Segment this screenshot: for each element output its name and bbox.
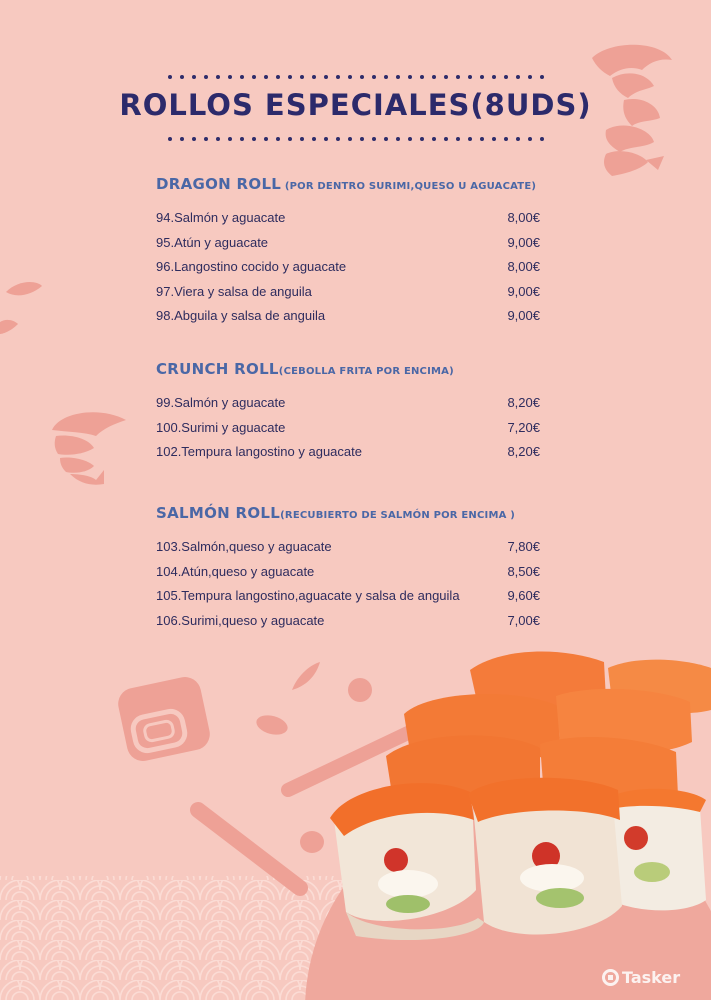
item-list bbox=[156, 395, 544, 469]
item-price: 8,20€ bbox=[507, 395, 540, 410]
item-name: 94.Salmón y aguacate bbox=[156, 210, 286, 225]
item-price: 9,60€ bbox=[507, 588, 540, 603]
item-price: 9,00€ bbox=[507, 308, 540, 323]
tasker-logo-icon bbox=[602, 969, 619, 986]
section-heading bbox=[156, 174, 544, 193]
item-name: 100.Surimi y aguacate bbox=[156, 419, 286, 435]
menu-item bbox=[156, 539, 544, 564]
leaf-shape bbox=[6, 282, 42, 295]
menu-item bbox=[156, 613, 544, 638]
item-price: 9,00€ bbox=[507, 234, 540, 250]
shrimp-icon bbox=[52, 412, 126, 484]
leaf-shape bbox=[292, 662, 320, 690]
dot-shape bbox=[254, 712, 290, 738]
sushi-roll-icon bbox=[115, 674, 213, 764]
dot-shape bbox=[348, 678, 372, 702]
dotted-divider-top bbox=[168, 74, 544, 80]
section-note: (CEBOLLA FRITA POR ENCIMA) bbox=[278, 366, 454, 377]
item-name: 96.Langostino cocido y aguacate bbox=[156, 259, 347, 274]
menu-item bbox=[156, 564, 544, 589]
item-price: 8,50€ bbox=[507, 563, 540, 579]
dotted-divider-bottom bbox=[168, 136, 544, 142]
menu-item bbox=[156, 588, 544, 613]
menu-item bbox=[156, 444, 544, 469]
item-name: 99.Salmón y aguacate bbox=[156, 395, 286, 410]
menu-item bbox=[156, 284, 544, 309]
item-price: 7,00€ bbox=[507, 612, 540, 628]
item-name: 98.Abguila y salsa de anguila bbox=[156, 308, 326, 323]
menu-item bbox=[156, 395, 544, 420]
section-heading bbox=[156, 359, 544, 378]
item-name: 104.Atún,queso y aguacate bbox=[156, 563, 315, 579]
item-price: 8,00€ bbox=[507, 259, 540, 274]
menu-title: ROLLOS ESPECIALES(8UDS) bbox=[119, 88, 592, 122]
section-crunch-roll bbox=[156, 359, 544, 469]
item-name: 97.Viera y salsa de anguila bbox=[156, 283, 312, 299]
leaf-shape bbox=[0, 320, 18, 334]
item-price: 9,00€ bbox=[507, 283, 540, 299]
dot-shape bbox=[300, 831, 324, 853]
section-note: (POR DENTRO SURIMI,QUESO U AGUACATE) bbox=[281, 181, 537, 192]
menu-item bbox=[156, 420, 544, 445]
item-name: 103.Salmón,queso y aguacate bbox=[156, 539, 332, 554]
item-list bbox=[156, 539, 544, 637]
sushi-photo bbox=[330, 652, 711, 941]
section-name: SALMÓN ROLL bbox=[156, 504, 281, 522]
menu-item bbox=[156, 235, 544, 260]
section-name: CRUNCH ROLL bbox=[156, 360, 279, 378]
section-heading bbox=[156, 503, 544, 522]
section-name: DRAGON ROLL bbox=[156, 175, 282, 193]
section-dragon-roll bbox=[156, 174, 544, 333]
item-price: 8,00€ bbox=[507, 210, 540, 225]
watermark-text: Tasker bbox=[622, 968, 681, 987]
item-price: 8,20€ bbox=[507, 444, 540, 459]
menu-item bbox=[156, 308, 544, 333]
item-name: 106.Surimi,queso y aguacate bbox=[156, 612, 325, 628]
section-salmon-roll bbox=[156, 503, 544, 637]
item-price: 7,80€ bbox=[507, 539, 540, 554]
watermark-logo bbox=[602, 968, 680, 987]
menu-item bbox=[156, 259, 544, 284]
item-list bbox=[156, 210, 544, 333]
item-name: 95.Atún y aguacate bbox=[156, 234, 269, 250]
section-note: (RECUBIERTO DE SALMÓN POR ENCIMA ) bbox=[280, 510, 515, 521]
item-price: 7,20€ bbox=[507, 419, 540, 435]
item-name: 105.Tempura langostino,aguacate y salsa de anguila bbox=[156, 588, 460, 603]
item-name: 102.Tempura langostino y aguacate bbox=[156, 444, 362, 459]
menu-item bbox=[156, 210, 544, 235]
